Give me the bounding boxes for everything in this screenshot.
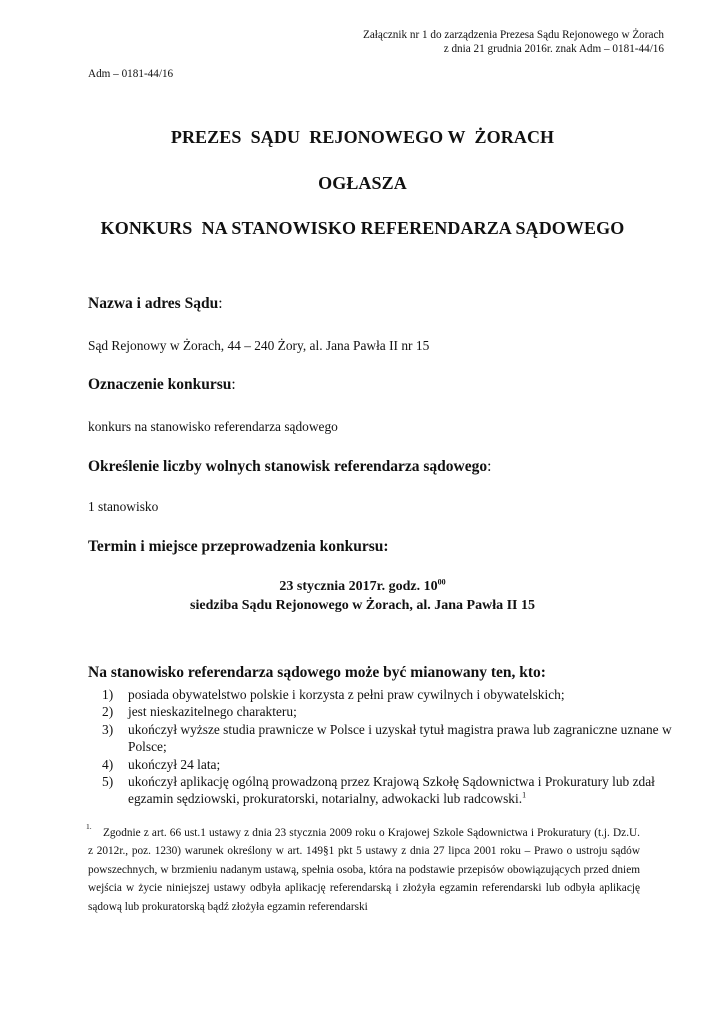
designation-label-text: Oznaczenie konkursu	[88, 376, 232, 393]
list-item	[102, 773, 682, 808]
competition-place: siedziba Sądu Rejonowego w Żorach, al. Jana Pawła II 15	[190, 598, 535, 613]
designation-label-colon: :	[231, 376, 236, 393]
attachment-line-1: Załącznik nr 1 do zarządzenia Prezesa Sądu Rejonowego w Żorach	[363, 29, 664, 41]
competition-date-text: 23 stycznia 2017r. godz. 10	[279, 579, 438, 594]
requirements-heading	[88, 664, 546, 682]
court-label-colon: :	[218, 295, 223, 312]
attachment-header	[363, 28, 664, 56]
list-item-text: ukończył 24 lata;	[128, 756, 221, 772]
list-item	[102, 721, 682, 756]
list-item-number: 4)	[102, 756, 114, 772]
title-president: PREZES SĄDU REJONOWEGO W ŻORACH	[170, 127, 555, 147]
footnote-mark: 1.	[86, 822, 92, 831]
requirements-list	[102, 686, 682, 808]
list-item	[102, 686, 682, 703]
date-place-label-text: Termin i miejsce przeprowadzenia konkursu:	[88, 538, 389, 555]
positions-value: 1 stanowisko	[88, 499, 159, 514]
competition-time-minutes: 00	[437, 577, 446, 587]
list-item-text: posiada obywatelstwo polskie i korzysta z pełni praw cywilnych i obywatelskich;	[128, 687, 565, 702]
date-place-label	[88, 538, 389, 556]
list-item-number: 3)	[102, 721, 114, 737]
list-item-text: jest nieskazitelnego charakteru;	[128, 704, 297, 720]
court-label	[88, 295, 223, 313]
title-competition: KONKURS NA STANOWISKO REFERENDARZA SĄDOWEGO	[100, 218, 625, 238]
competition-date	[0, 579, 725, 595]
positions-label	[88, 458, 491, 476]
title-announces: OGŁASZA	[318, 173, 407, 193]
designation-value: konkurs na stanowisko referendarza sądowego	[88, 419, 338, 434]
court-value: Sąd Rejonowy w Żorach, 44 – 240 Żory, al. Jana Pawła II nr 15	[88, 338, 430, 353]
footnote-reference[interactable]: 1	[522, 790, 527, 800]
positions-label-colon: :	[487, 458, 492, 475]
list-item-number: 5)	[102, 774, 114, 790]
list-item-text: ukończył wyższe studia prawnicze w Polsce i uzyskał tytuł magistra prawa lub zagraniczne uznane w Polsce;	[128, 721, 672, 755]
reference-number: Adm – 0181-44/16	[88, 68, 174, 80]
court-label-text: Nazwa i adres Sądu	[88, 295, 219, 312]
list-item-number: 2)	[102, 704, 114, 720]
list-item-text: ukończył aplikację ogólną prowadzoną przez Krajową Szkołę Sądownictwa i Prokuratury lub zdał egzamin sędziowski, prokuratorski, notarialny, adwokacki lub radcowski.	[128, 774, 655, 807]
attachment-line-2: z dnia 21 grudnia 2016r. znak Adm – 0181-44/16	[443, 43, 664, 55]
requirements-heading-text: Na stanowisko referendarza sądowego może być mianowany ten, kto:	[88, 664, 546, 681]
designation-label	[88, 376, 236, 394]
list-item	[102, 703, 682, 720]
list-item-number: 1)	[102, 687, 114, 702]
footnote-text: Zgodnie z art. 66 ust.1 ustawy z dnia 23 stycznia 2009 roku o Krajowej Szkole Sądownictwa i Prokuratury (t.j. Dz.U. z 2012r., poz. 1230) warunek określony w art. 149§1 pkt 5 ustawy z dnia 27 lipca 2001 roku – Prawo o ustroju sądów powszechnych, w brzmieniu nadanym ustawą, spełnia osoba, która na podstawie przepisów obowiązujących przed dniem wejścia w życie niniejszej ustawy odbyła aplikację referendarską i złożyła egzamin referendarski lub odbyła aplikację sądową lub prokuratorską bądź złożyła egzamin referendarski	[88, 827, 640, 913]
list-item	[102, 756, 682, 773]
positions-label-text: Określenie liczby wolnych stanowisk referendarza sądowego	[88, 458, 488, 475]
